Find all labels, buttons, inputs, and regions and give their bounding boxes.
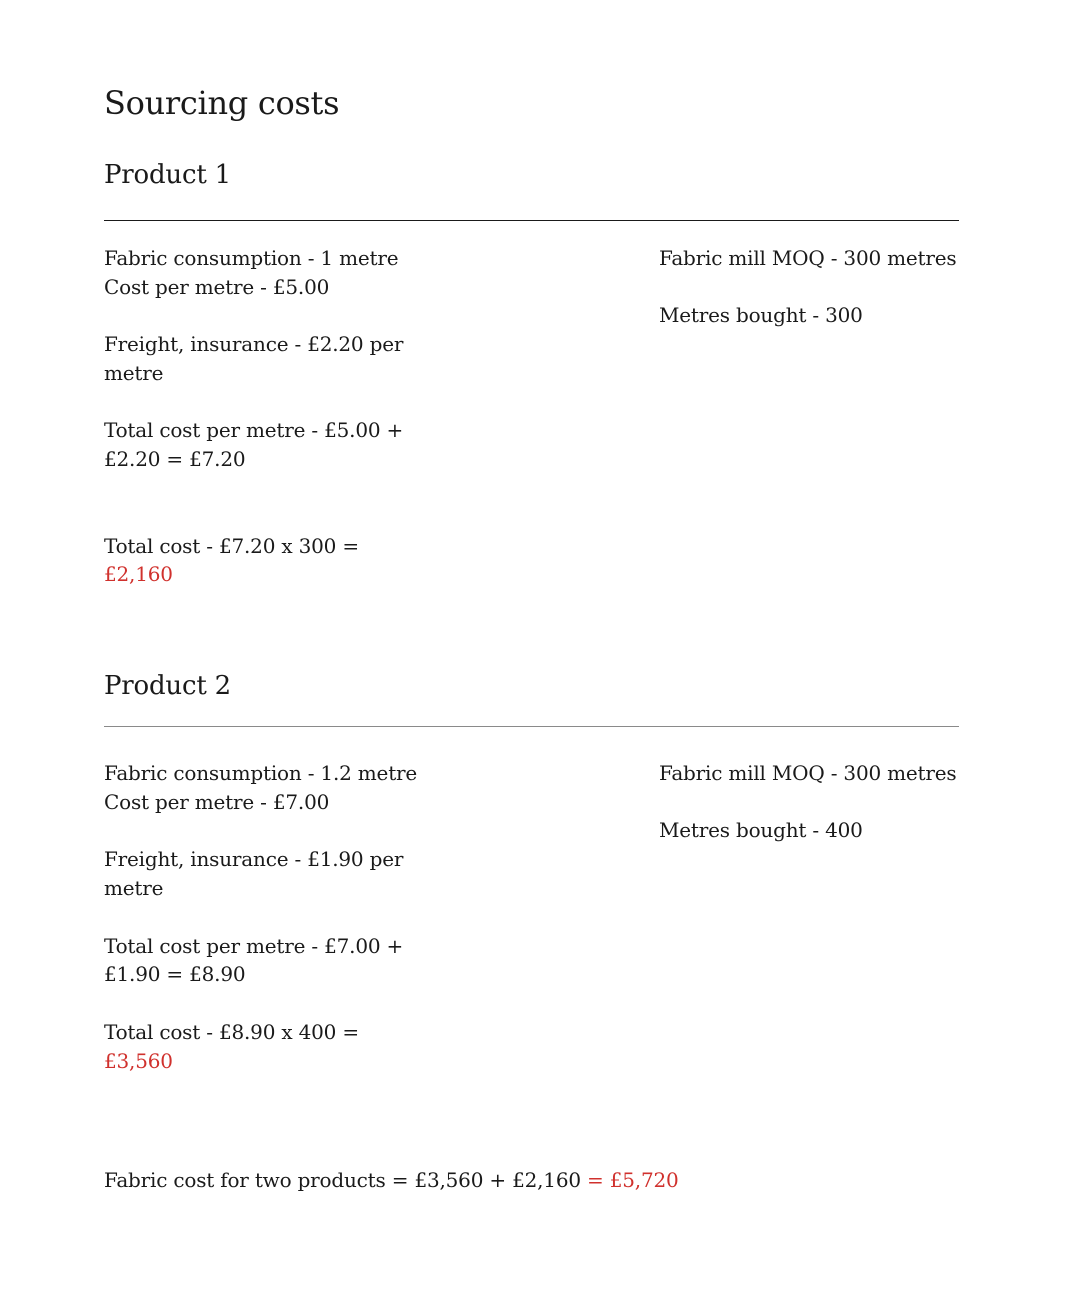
metres-bought: Metres bought - 300: [659, 303, 863, 327]
freight-insurance-line1: Freight, insurance - £2.20 per: [104, 332, 404, 356]
total-cost-per-metre-line1: Total cost per metre - £5.00 +: [104, 418, 404, 442]
freight-insurance-line2: metre: [104, 876, 164, 900]
total-cost-line1: Total cost - £8.90 x 400 =: [104, 1020, 359, 1044]
metres-bought: Metres bought - 400: [659, 818, 863, 842]
cost-per-metre: Cost per metre - £5.00: [104, 275, 330, 299]
fabric-mill-moq: Fabric mill MOQ - 300 metres: [659, 246, 957, 270]
fabric-consumption: Fabric consumption - 1.2 metre: [104, 761, 418, 785]
section-divider: [104, 220, 959, 221]
total-cost-per-metre-line2: £2.20 = £7.20: [104, 447, 246, 471]
cost-per-metre: Cost per metre - £7.00: [104, 790, 330, 814]
page-title: Sourcing costs: [104, 84, 340, 122]
fabric-mill-moq: Fabric mill MOQ - 300 metres: [659, 761, 957, 785]
summary-text: Fabric cost for two products = £3,560 + £2,160: [104, 1168, 581, 1192]
summary-result: = £5,720: [580, 1168, 679, 1192]
freight-insurance-line1: Freight, insurance - £1.90 per: [104, 847, 404, 871]
product-heading: Product 2: [104, 671, 231, 701]
total-cost-line1: Total cost - £7.20 x 300 =: [104, 534, 359, 558]
product-heading: Product 1: [104, 160, 231, 190]
total-cost-per-metre-line1: Total cost per metre - £7.00 +: [104, 934, 404, 958]
total-cost-per-metre-line2: £1.90 = £8.90: [104, 962, 246, 986]
fabric-cost-summary: [104, 1166, 679, 1195]
freight-insurance-line2: metre: [104, 361, 164, 385]
fabric-consumption: Fabric consumption - 1 metre: [104, 246, 399, 270]
total-cost-value: £2,160: [104, 562, 173, 586]
section-divider: [104, 726, 959, 727]
total-cost-value: £3,560: [104, 1049, 173, 1073]
